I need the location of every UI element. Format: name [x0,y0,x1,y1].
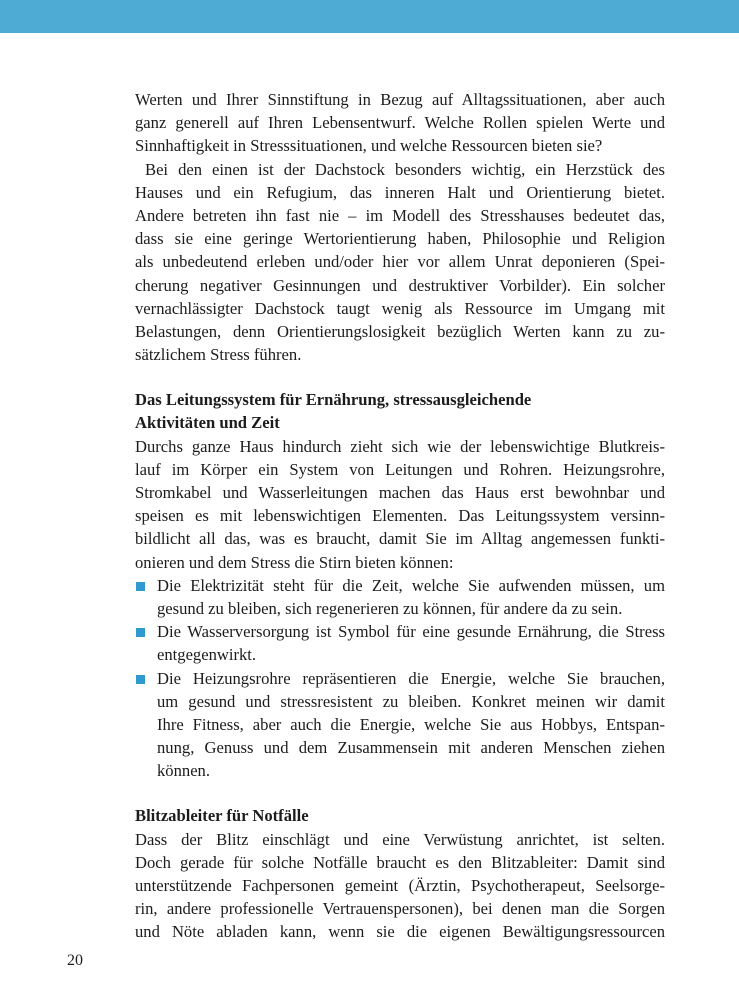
text-line: Hauses und ein Refugium, das inneren Halt und Orientierung bietet. [135,182,665,202]
text-line: gesund zu bleiben, sich regenerieren zu können, für andere da zu sein. [157,598,623,618]
text-line: speisen es mit lebenswichtigen Elementen. Das Leitungssystem versinn- [135,506,665,526]
text-line: nung, Genuss und dem Zusammensein mit anderen Menschen ziehen [157,738,665,758]
text-line: cherung negativer Gesinnungen und destruktiver Vorbilder). Ein solcher [135,275,665,295]
list-item [135,620,665,666]
text-line: Dass der Blitz einschlägt und eine Verwüstung anrichtet, ist selten. [135,829,665,849]
text-line: Stromkabel und Wasserleitungen machen das Haus erst bewohnbar und [135,483,665,502]
section-spacer [135,366,665,388]
text-line: dass sie eine geringe Wertorientierung haben, Philosophie und Religion [135,229,665,249]
text-line: um gesund und stressresistent zu bleiben. Konkret meinen wir damit [157,691,665,711]
list-item [135,667,665,783]
text-line: Doch gerade für solche Notfälle braucht es den Blitzableiter: Damit sind [135,852,665,872]
text-line: Sinnhaftigkeit in Stresssituationen, und welche Ressourcen bieten sie? [135,136,603,156]
square-bullet-icon [136,628,145,637]
text-line: Ihre Fitness, aber auch die Energie, welche Sie aus Hobbys, Entspan- [157,714,665,734]
text-line: Belastungen, denn Orientierungslosigkeit bezüglich Werten kann zu zu- [135,321,665,341]
section-blitzableiter [135,804,665,943]
list-item [135,574,665,620]
text-line: ganz generell auf Ihren Lebensentwurf. Welche Rollen spielen Werte und [135,113,665,133]
heading-line: Aktivitäten und Zeit [135,413,280,433]
header-color-band [0,0,739,33]
section-heading [135,388,665,434]
heading-line: Das Leitungssystem für Ernährung, stressausgleichende [135,390,532,410]
square-bullet-icon [136,582,145,591]
text-line: rin, andere professionelle Vertrauenspersonen), bei denen man die Sorgen [135,899,665,919]
text-line: Die Heizungsrohre repräsentieren die Energie, welche Sie brauchen, [157,668,665,688]
text-line: vernachlässigter Dachstock taugt wenig als Ressource im Umgang mit [135,298,665,318]
text-line: und Nöte abladen kann, wenn sie die eigenen Bewältigungsressourcen [135,922,665,942]
text-line: sätzlichem Stress führen. [135,345,302,365]
text-line: können. [157,761,210,781]
square-bullet-icon [136,675,145,684]
text-line: Bei den einen ist der Dachstock besonders wichtig, ein Herzstück des [145,159,665,179]
page-body [135,88,665,944]
section-body [135,435,665,574]
text-line: Werten und Ihrer Sinnstiftung in Bezug auf Alltagssituationen, aber auch [135,90,665,109]
section-spacer [135,782,665,804]
text-line: Durchs ganze Haus hindurch zieht sich wie der lebenswichtige Blutkreis- [135,436,665,456]
section-heading: Blitzableiter für Notfälle [135,806,309,826]
page-number: 20 [67,952,83,969]
bullet-list [135,574,665,783]
text-line: als unbedeutend erleben und/oder hier vor allem Unrat deponieren (Spei- [135,252,665,272]
text-line: unterstützende Fachpersonen gemeint (Ärztin, Psychotherapeut, Seelsorge- [135,876,665,895]
paragraph-values-intro [135,88,665,158]
text-line: onieren und dem Stress die Stirn bieten können: [135,552,454,572]
text-line: bildlicht all das, was es braucht, damit Sie im Alltag angemessen funkti- [135,529,665,549]
text-line: Die Wasserversorgung ist Symbol für eine gesunde Ernährung, die Stress [157,622,665,642]
text-line: Andere betreten ihn fast nie – im Modell des Stresshauses bedeutet das, [135,205,665,225]
paragraph-dachstock [135,158,665,367]
text-line: Die Elektrizität steht für die Zeit, welche Sie aufwenden müssen, um [157,575,665,595]
text-line: lauf im Körper ein System von Leitungen und Rohren. Heizungsrohre, [135,459,665,479]
section-leitungssystem [135,388,665,782]
text-line: entgegenwirkt. [157,645,257,665]
